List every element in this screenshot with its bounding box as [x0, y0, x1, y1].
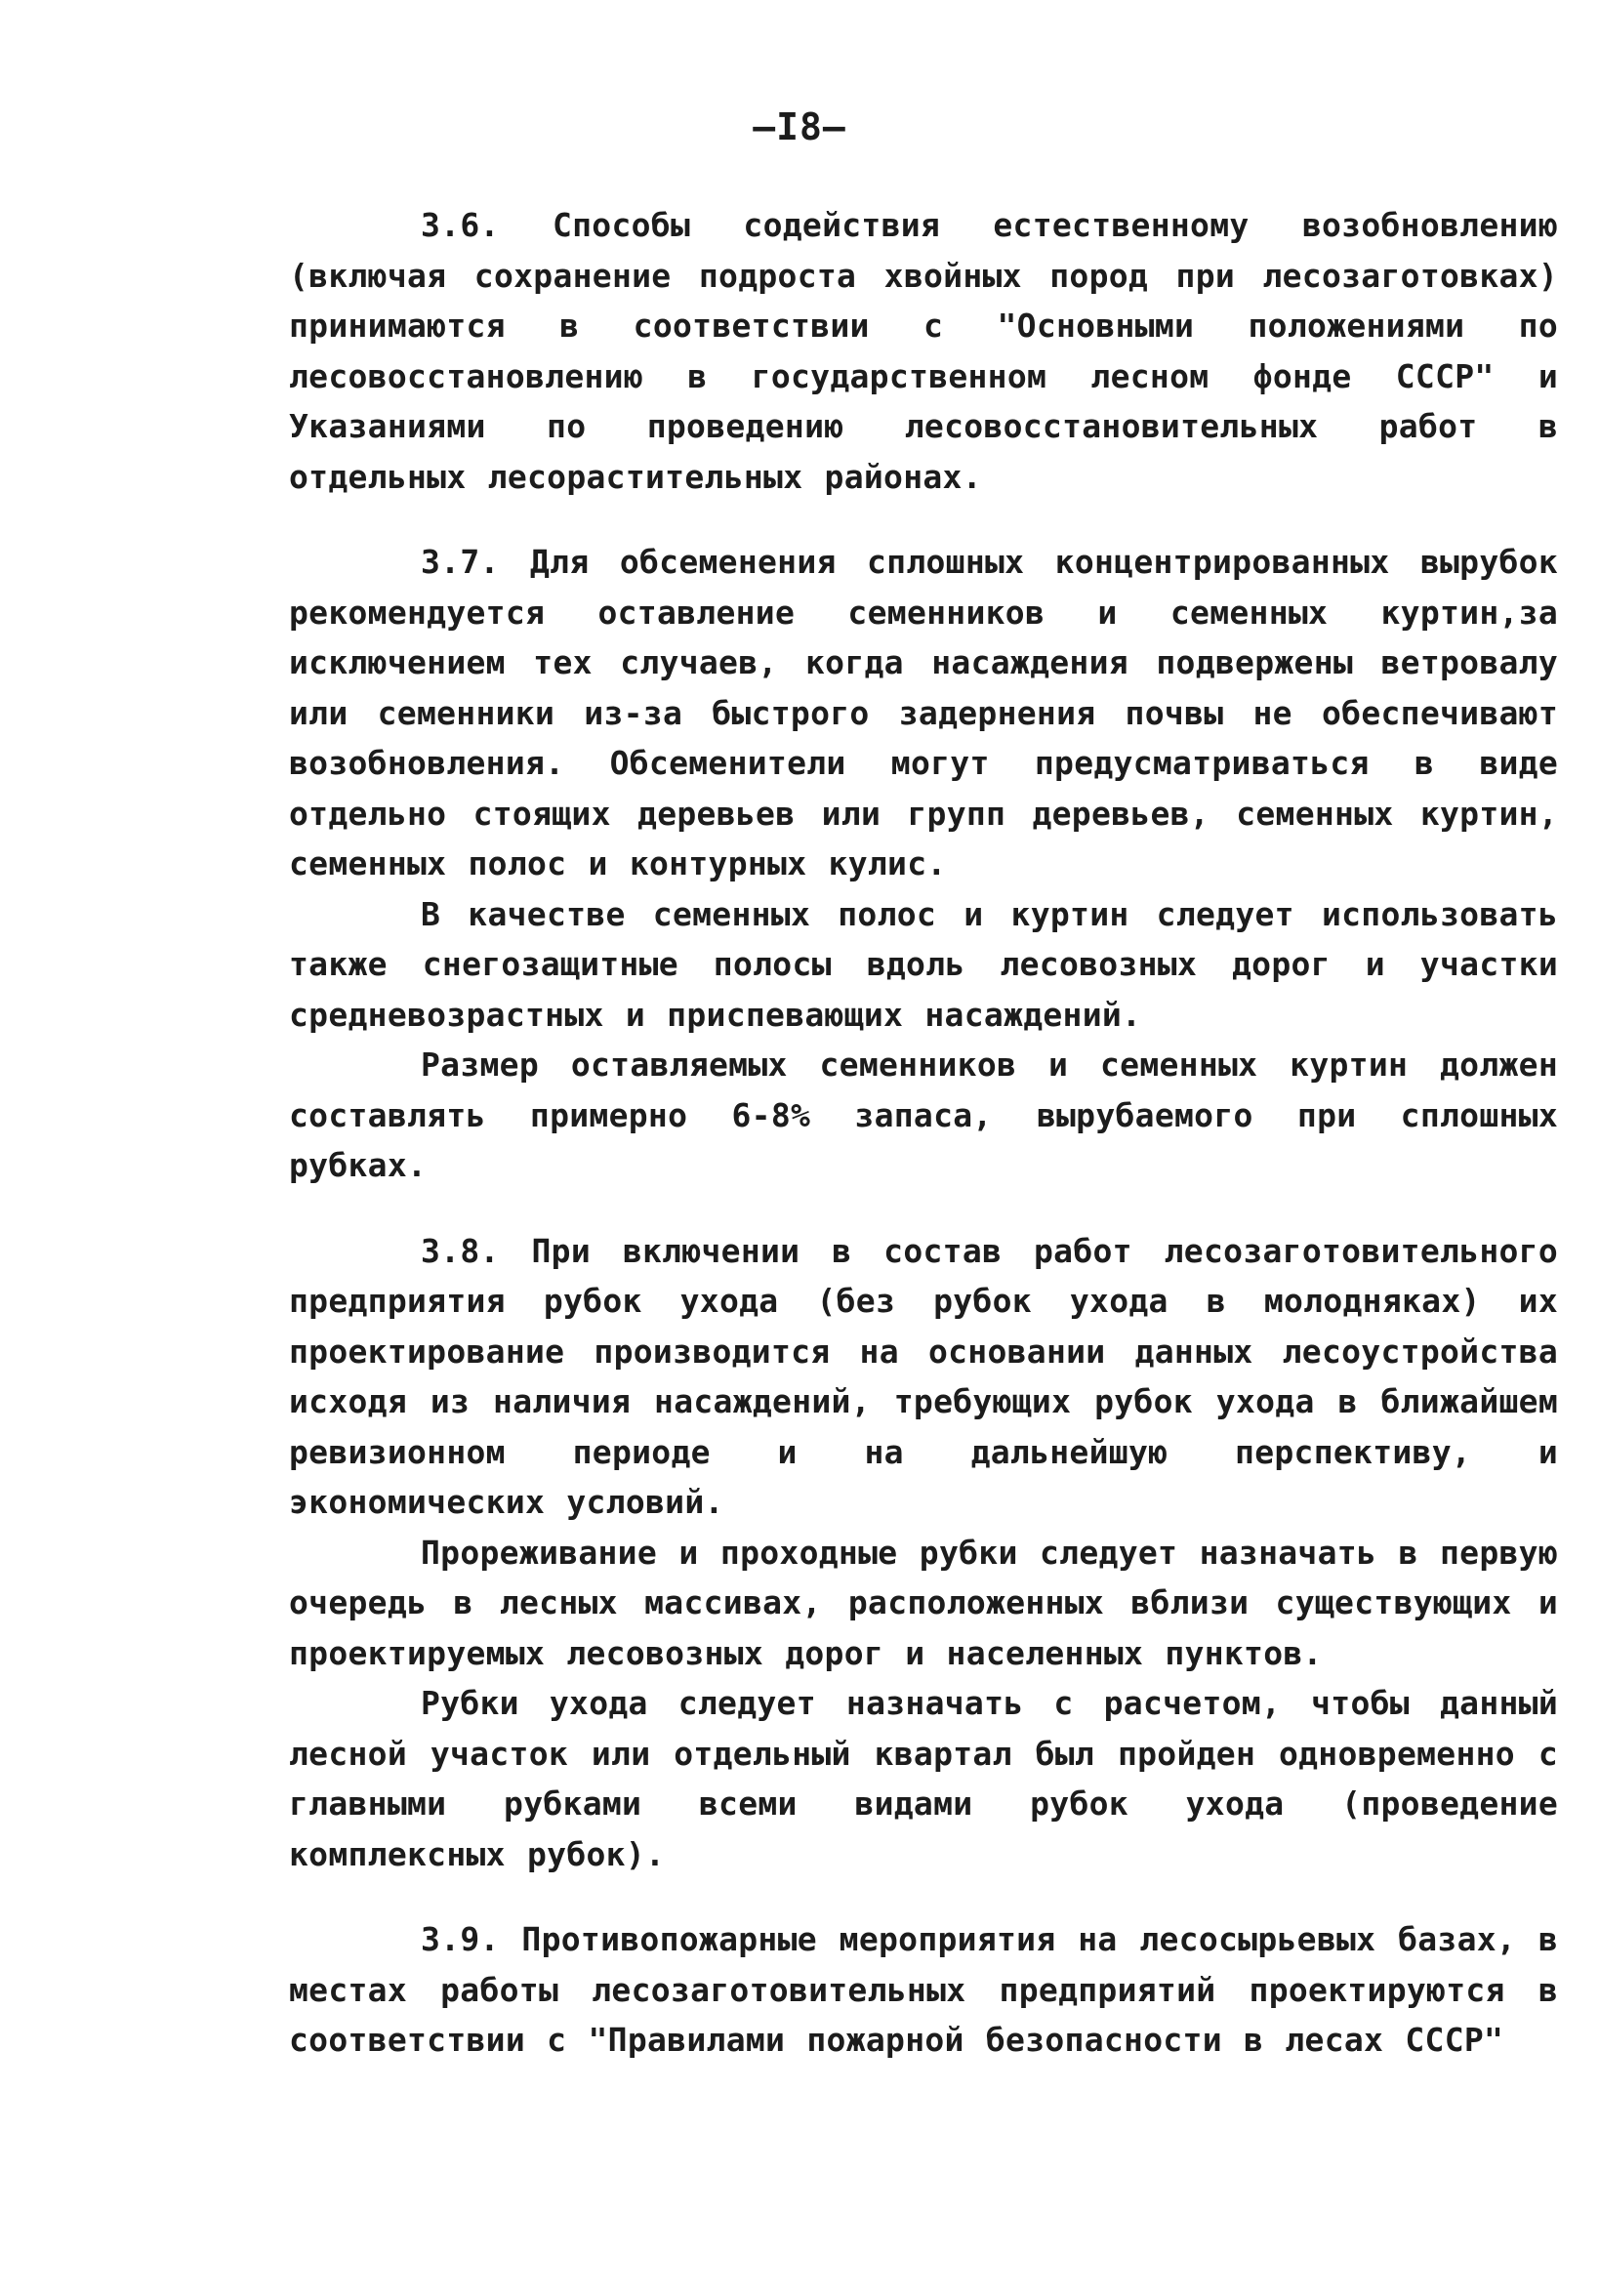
paragraph-text: Способы содействия естественному возобновлению (включая сохранение подроста хвойных пород при лесозаготовках) принимаются в соответствии с "Основными положениями по лесовосстановлению в государственном лесном фонде СССР" и Указаниями по проведению лесовосстановительных работ в отдельных лесорастительных районах.	[289, 206, 1558, 496]
section-number: 3.6.	[421, 206, 500, 244]
paragraph-text: Прореживание и проходные рубки следует назначать в первую очередь в лесных массивах, расположенных вблизи существующих и проектируемых лесовозных дорог и населенных пунктов.	[289, 1533, 1558, 1672]
page-number: —I8—	[753, 105, 846, 148]
paragraph-3-7	[289, 537, 1558, 889]
section-number: 3.9.	[421, 1920, 500, 1958]
paragraph-text: В качестве семенных полос и куртин следует использовать также снегозащитные полосы вдоль лесовозных дорог и участки средневозрастных и приспевающих насаждений.	[289, 894, 1558, 1034]
section-number: 3.7.	[421, 543, 500, 581]
paragraph-text: Противопожарные мероприятия на лесосырьевых базах, в местах работы лесозаготовительных предприятий проектируются в соответствии с "Правилами пожарной безопасности в лесах СССР"	[289, 1920, 1559, 2059]
section-number: 3.8.	[421, 1231, 500, 1270]
paragraph-3-8	[289, 1226, 1558, 1528]
paragraph-3-6	[289, 200, 1558, 502]
document-body	[289, 200, 1558, 2066]
paragraph-3-7-seed-size	[289, 1040, 1558, 1191]
paragraph-text: Размер оставляемых семенников и семенных куртин должен составлять примерно 6-8% запаса, вырубаемого при сплошных рубках.	[289, 1046, 1558, 1184]
paragraph-3-7-seed-strips	[289, 889, 1558, 1041]
paragraph-3-9	[289, 1914, 1558, 2066]
paragraph-3-8-care-felling	[289, 1678, 1558, 1879]
paragraph-text: Для обсеменения сплошных концентрированных вырубок рекомендуется оставление семенников и семенных куртин,за исключением тех случаев, когда насаждения подвержены ветровалу или семенники из-за быстрого задернения почвы не обеспечивают возобновления. Обсеменители могут предусматриваться в виде отдельно стоящих деревьев или групп деревьев, семенных куртин, семенных полос и контурных кулис.	[289, 543, 1558, 882]
paragraph-text: При включении в состав работ лесозаготовительного предприятия рубок ухода (без рубок ухода в молодняках) их проектирование производится на основании данных лесоустройства исходя из наличия насаждений, требующих рубок ухода в ближайшем ревизионном периоде и на дальнейшую перспективу, и экономических условий.	[289, 1231, 1558, 1521]
paragraph-text: Рубки ухода следует назначать с расчетом, чтобы данный лесной участок или отдельный квартал был пройден одновременно с главными рубками всеми видами рубок ухода (проведение комплексных рубок).	[289, 1684, 1558, 1873]
paragraph-3-8-thinning	[289, 1528, 1558, 1679]
